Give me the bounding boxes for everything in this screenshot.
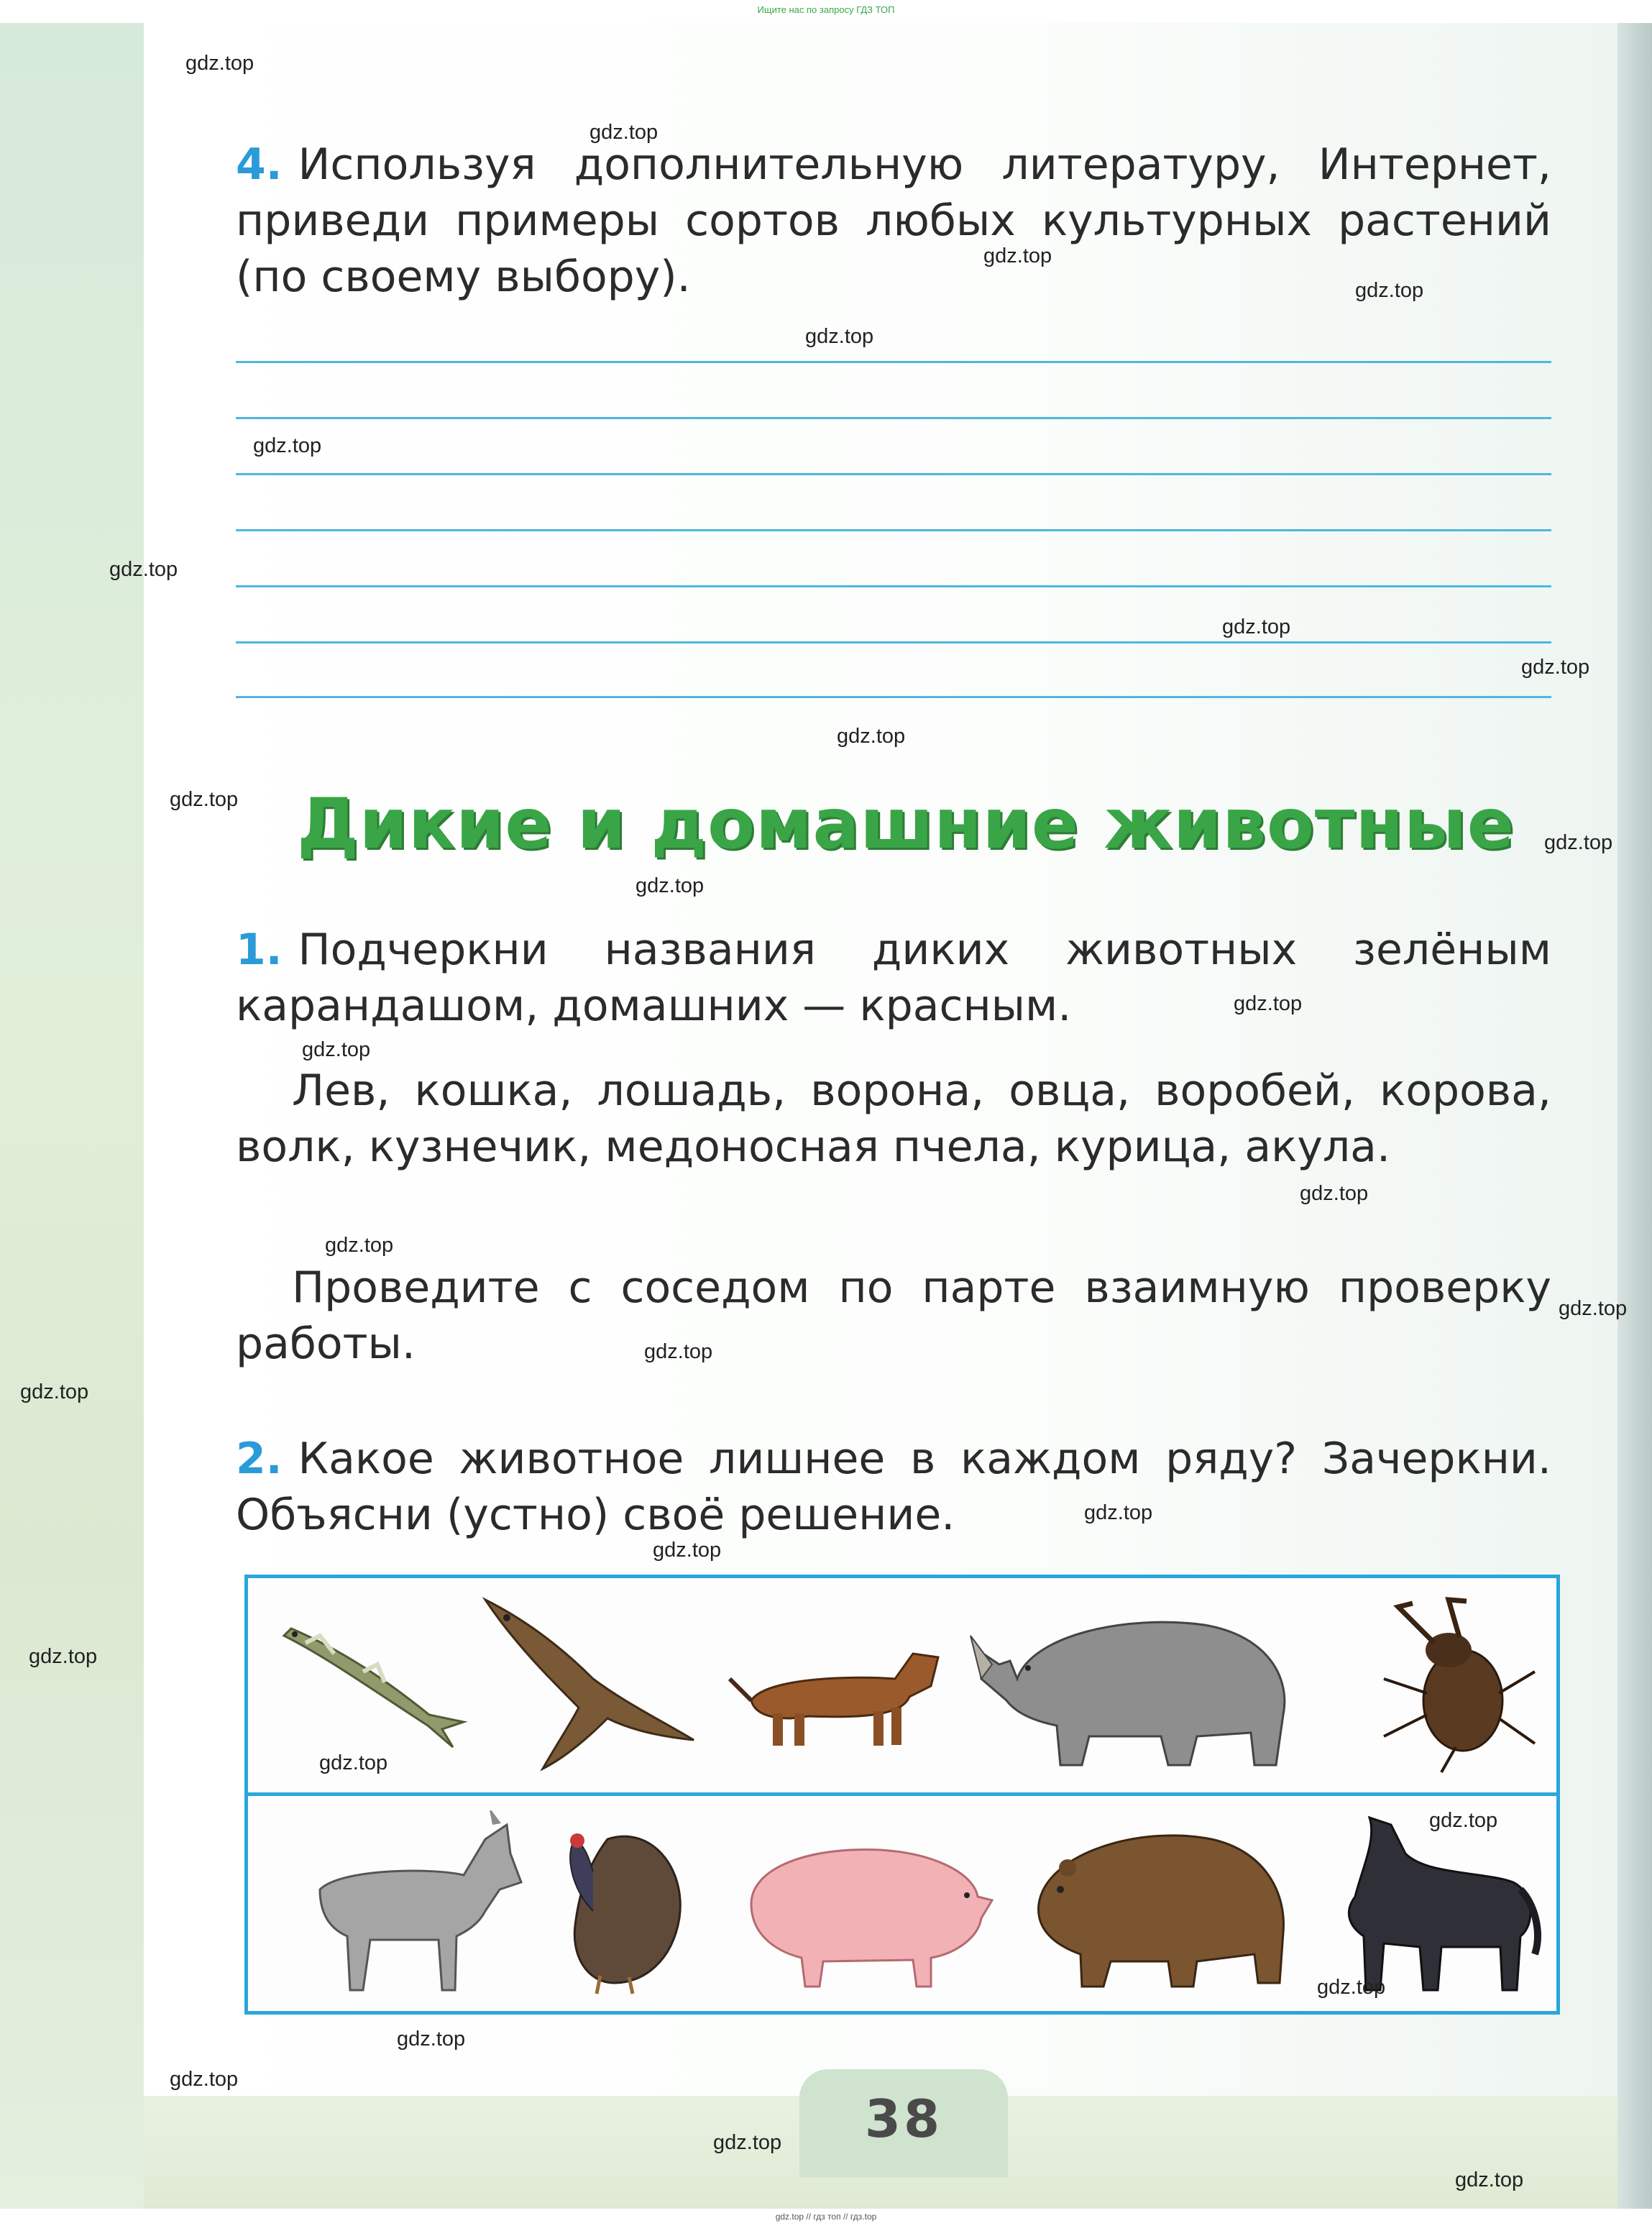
answer-line[interactable] [236, 417, 1551, 419]
answer-line[interactable] [236, 361, 1551, 363]
watermark: gdz.top [397, 2028, 466, 2051]
bottom-footer: gdz.top // гдз топ // гдз.top [775, 2212, 877, 2222]
task-4-text: Используя дополнительную литературу, Интернет, приведи примеры сортов любых культурных растений (по своему выбору). [236, 139, 1551, 302]
task-1-text: Подчеркни названия диких животных зелёным карандашом, домашних — красным. [236, 925, 1551, 1031]
bear-illustration[interactable] [1024, 1810, 1298, 1997]
watermark: gdz.top [1084, 1501, 1153, 1524]
watermark: gdz.top [713, 2131, 782, 2154]
task-1-animal-list[interactable]: Лев, кошка, лошадь, ворона, овца, воробей, корова, волк, кузнечик, медоносная пчела, курица, акула. [236, 1066, 1551, 1172]
task-2-number: 2. [236, 1434, 283, 1484]
watermark: gdz.top [1300, 1182, 1369, 1205]
donkey-illustration[interactable] [291, 1810, 528, 1997]
watermark: gdz.top [253, 434, 322, 457]
watermark: gdz.top [805, 325, 874, 348]
watermark: gdz.top [1317, 1976, 1386, 1999]
task-1-number: 1. [236, 925, 283, 975]
watermark: gdz.top [837, 725, 906, 748]
watermark: gdz.top [109, 558, 178, 581]
answer-line[interactable] [236, 473, 1551, 475]
watermark: gdz.top [1429, 1809, 1498, 1832]
watermark: gdz.top [1544, 831, 1613, 854]
watermark: gdz.top [325, 1234, 394, 1257]
watermark: gdz.top [589, 121, 658, 144]
pig-illustration[interactable] [722, 1810, 996, 1997]
section-title: Дикие и домашние животные [297, 784, 1515, 864]
watermark: gdz.top [1559, 1297, 1628, 1320]
watermark: gdz.top [1355, 279, 1424, 302]
stag-beetle-illustration[interactable] [1369, 1593, 1542, 1779]
watermark: gdz.top [1521, 656, 1590, 679]
watermark: gdz.top [170, 788, 239, 811]
watermark: gdz.top [644, 1340, 713, 1363]
watermark: gdz.top [170, 2068, 239, 2091]
answer-line[interactable] [236, 696, 1551, 698]
task-4-number: 4. [236, 139, 283, 190]
watermark: gdz.top [1455, 2168, 1524, 2191]
watermark: gdz.top [302, 1038, 371, 1061]
task-2 [236, 1431, 1551, 1543]
watermark: gdz.top [653, 1539, 722, 1562]
left-margin-band [0, 23, 144, 2209]
task-1 [236, 922, 1551, 1034]
watermark: gdz.top [1234, 992, 1303, 1015]
watermark: gdz.top [319, 1751, 388, 1774]
top-banner: Ищите нас по запросу ГДЗ ТОП [757, 4, 895, 15]
turkey-illustration[interactable] [543, 1810, 687, 1997]
watermark: gdz.top [185, 52, 254, 75]
dachshund-illustration[interactable] [722, 1593, 953, 1779]
task-2-text: Какое животное лишнее в каждом ряду? Зачеркни. Объясни (устно) своё решение. [236, 1434, 1551, 1540]
task-1-check: Проведите с соседом по парте взаимную проверку работы. [236, 1263, 1551, 1369]
answer-line[interactable] [236, 641, 1551, 643]
rhinoceros-illustration[interactable] [967, 1593, 1312, 1779]
pony-illustration[interactable] [1305, 1810, 1542, 1997]
task-4 [236, 137, 1551, 305]
watermark: gdz.top [1222, 615, 1291, 638]
watermark: gdz.top [983, 244, 1052, 267]
page-edge [1617, 23, 1652, 2209]
eagle-illustration[interactable] [478, 1593, 708, 1779]
answer-line[interactable] [236, 529, 1551, 531]
watermark: gdz.top [635, 874, 705, 897]
watermark: gdz.top [20, 1380, 89, 1403]
animals-row-1 [248, 1578, 1556, 1796]
answer-line[interactable] [236, 585, 1551, 587]
page-number: 38 [864, 2089, 943, 2149]
watermark: gdz.top [29, 1645, 98, 1668]
animals-table [244, 1575, 1560, 2015]
